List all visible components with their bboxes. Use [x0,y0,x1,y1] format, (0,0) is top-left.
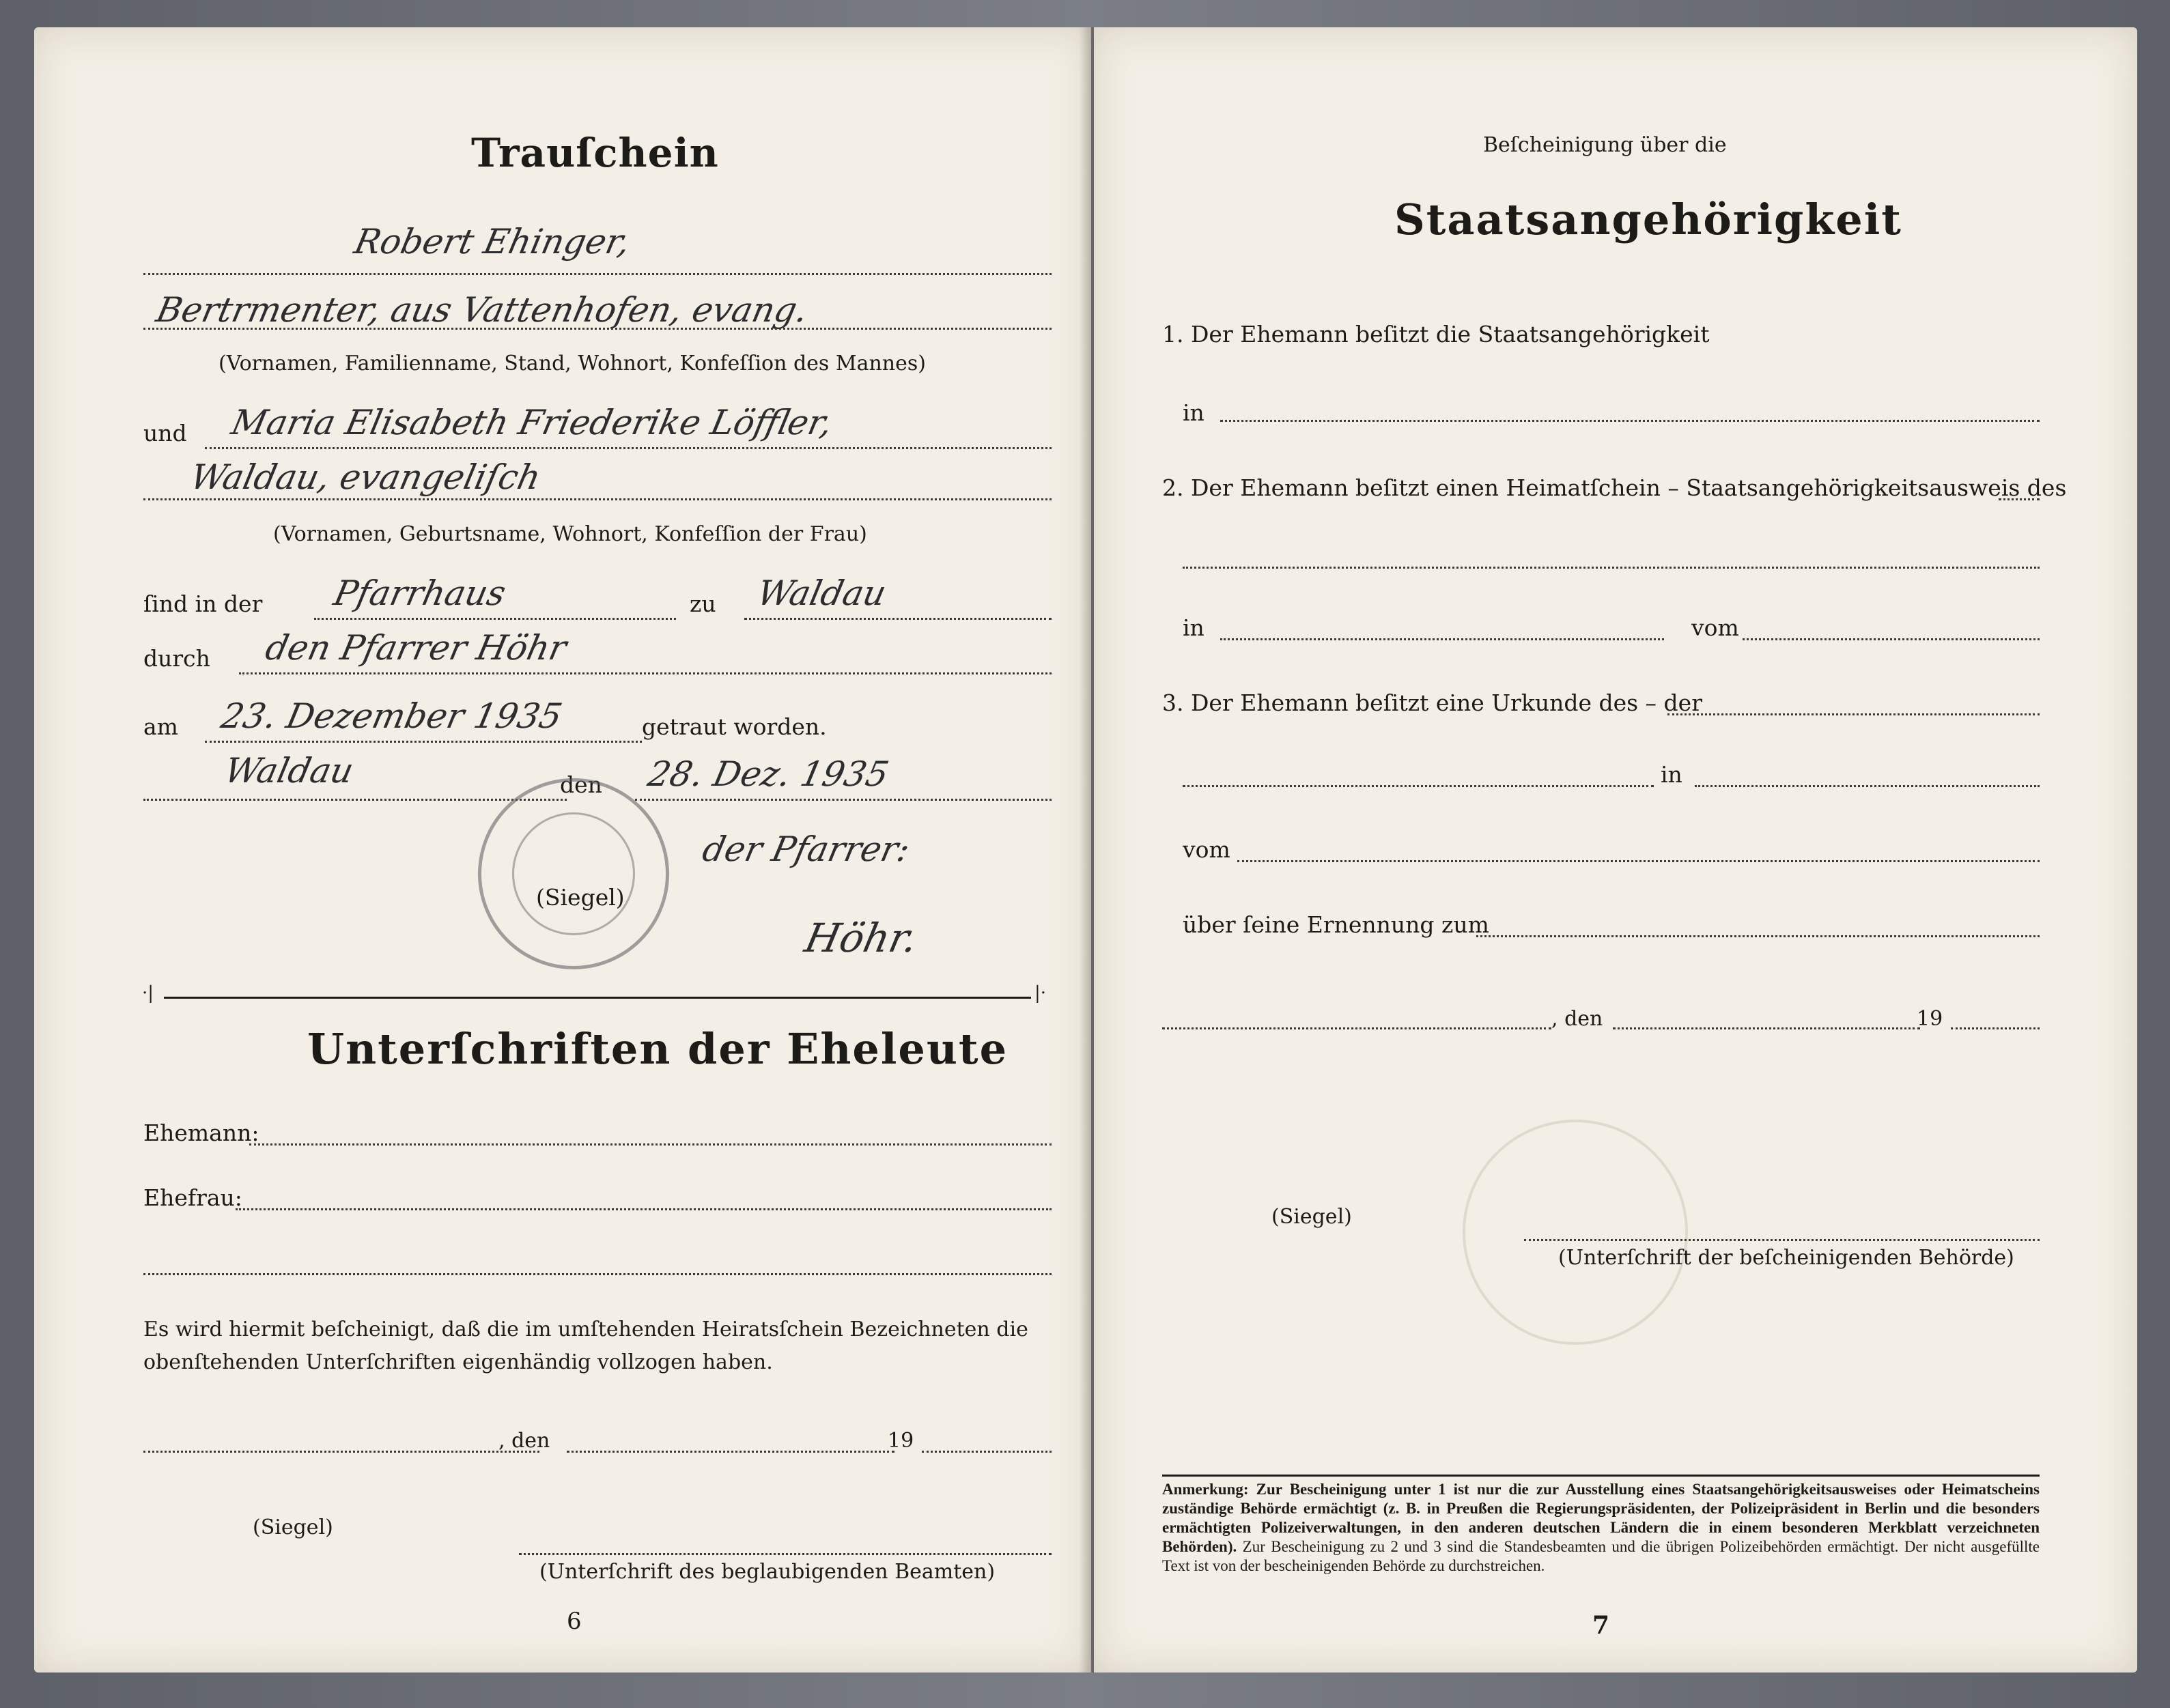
seal-label: (Siegel) [536,884,625,911]
year-line [1951,1027,2040,1029]
left-page [34,27,1091,1673]
date-line [567,1451,894,1453]
dotted-line [143,328,1052,330]
item-2-text: 2. Der Ehemann beſitzt einen Heimatſchein – Staatsangehörigkeitsausweis des [1162,474,2067,501]
den-label-right: , den [1551,1007,1603,1031]
getraut-label: getraut worden. [642,713,827,740]
note-rule [1162,1475,2040,1477]
dotted-line [1183,567,2040,569]
zu-label: zu [690,590,716,617]
und-label: und [143,420,187,446]
wife-caption: (Vornamen, Geburtsname, Wohnort, Konfeſſion der Frau) [273,522,867,546]
dotted-line [1183,785,1654,787]
den-label: den [560,771,602,798]
date-handwriting: 23. Dezember 1935 [217,696,566,736]
dotted-line [143,1273,1052,1275]
separator-rule [164,997,1031,999]
dotted-line [1667,713,2040,715]
place-line [143,1451,539,1453]
dotted-line [1999,498,2040,500]
dotted-line [143,498,1052,500]
dotted-line [205,447,1052,449]
dotted-line [205,741,642,743]
in-label-3: in [1661,761,1682,788]
annotation-note [1162,1480,2040,1576]
page-number-7: 7 [1592,1611,1610,1640]
officiant-handwriting: den Pfarrer Höhr [262,628,570,668]
durch-label: durch [143,645,210,672]
dotted-line [1695,785,2040,787]
authority-caption: (Unterſchrift der beſcheinigenden Behörde) [1558,1246,2014,1270]
seal-label-2: (Siegel) [253,1515,333,1539]
citizenship-title: Staatsangehörigkeit [1394,195,1902,244]
wife-details-handwriting: Waldau, evangeliſch [186,457,544,497]
year-label-right: 19 [1917,1007,1943,1031]
faint-seal-imprint [1463,1120,1688,1345]
husband-caption: (Vornamen, Familienname, Stand, Wohnort, Konfeſſion des Mannes) [219,352,926,375]
place-handwriting: Pfarrhaus [330,573,509,613]
note-normal-text: Zur Bescheinigung zu 2 und 3 sind die Standesbeamten und die übrigen Polizeibehörden ermächtigt. Der nicht ausgefüllte Text ist von der bescheinigenden Behörde zu durchstreichen. [1162,1538,2040,1574]
dotted-line [1220,638,1664,640]
den-label-2: , den [498,1429,550,1453]
sind-label: ſind in der [143,590,263,617]
place-line [1162,1027,1551,1029]
page-number-6: 6 [567,1608,582,1635]
husband-name-handwriting: Robert Ehinger, [350,222,634,261]
wife-name-handwriting: Maria Elisabeth Friederike Löffler, [227,403,836,442]
vom-label: vom [1691,614,1739,641]
issue-date-handwriting: 28. Dez. 1935 [644,754,892,794]
vom-label-2: vom [1183,836,1230,863]
dotted-line [1220,420,2040,422]
in-label: in [1183,399,1204,426]
signature-title-handwriting: der Pfarrer: [699,829,914,869]
certificate-subtitle: Beſcheinigung über die [1483,133,1727,157]
dotted-line [314,618,676,620]
ehemann-label: Ehemann: [143,1120,259,1146]
marriage-certificate-title: Trauſchein [471,130,719,176]
seal-label-right: (Siegel) [1271,1205,1352,1229]
dotted-line [143,799,567,801]
certification-line-1: Es wird hiermit beſcheinigt, daß die im umſtehenden Heiratsſchein Bezeichneten die [143,1318,1028,1341]
official-caption: (Unterſchrift des beglaubigenden Beamten) [539,1560,996,1584]
item-1-text: 1. Der Ehemann beſitzt die Staatsangehörigkeit [1162,321,1710,347]
item-3-text: 3. Der Ehemann beſitzt eine Urkunde des – der [1162,689,1702,716]
town-handwriting: Waldau [753,573,890,613]
appointment-text: über ſeine Ernennung zum [1183,911,1489,938]
dotted-line [239,672,1052,674]
in-label-2: in [1183,614,1204,641]
wife-signature-line [236,1208,1052,1210]
official-signature-line [519,1553,1052,1555]
dotted-line [744,618,1052,620]
seal-inner-ring [512,812,635,935]
ehefrau-label: Ehefrau: [143,1184,242,1211]
husband-signature-line [249,1143,1052,1145]
signatures-title: Unterſchriften der Eheleute [307,1024,1009,1074]
date-line [1613,1027,1920,1029]
separator-dot: ·| [142,983,154,1004]
right-page [1094,27,2137,1673]
dotted-line [1743,638,2040,640]
husband-details-handwriting: Bertrmenter, aus Vattenhofen, evang. [152,290,812,330]
year-label: 19 [888,1429,914,1453]
certification-line-2: obenſtehenden Unterſchriften eigenhändig vollzogen haben. [143,1350,773,1374]
am-label: am [143,713,178,740]
dotted-line [1237,860,2040,862]
note-bold-text: Anmerkung: Zur Bescheinigung unter 1 ist nur die zur Ausstellung eines Staatsangehörigkeitsausweises oder Heimatscheins zuständige Behörde ermächtigt (z. B. in Preußen die Regierungspräsidenten, der Polizeipräsident in Berlin und die besonders ermächtigten Polizeiverwaltungen, in den anderen deutschen Ländern die in einem besonderen Merkblatt verzeichneten Behörden). [1162,1481,2040,1555]
year-line [922,1451,1052,1453]
dotted-line [143,273,1052,275]
issue-place-handwriting: Waldau [221,751,358,791]
pastor-signature: Höhr. [800,915,922,961]
dotted-line [635,799,1052,801]
authority-signature-line [1524,1239,2040,1241]
dotted-line [1476,935,2040,937]
separator-dot: |· [1034,983,1047,1004]
